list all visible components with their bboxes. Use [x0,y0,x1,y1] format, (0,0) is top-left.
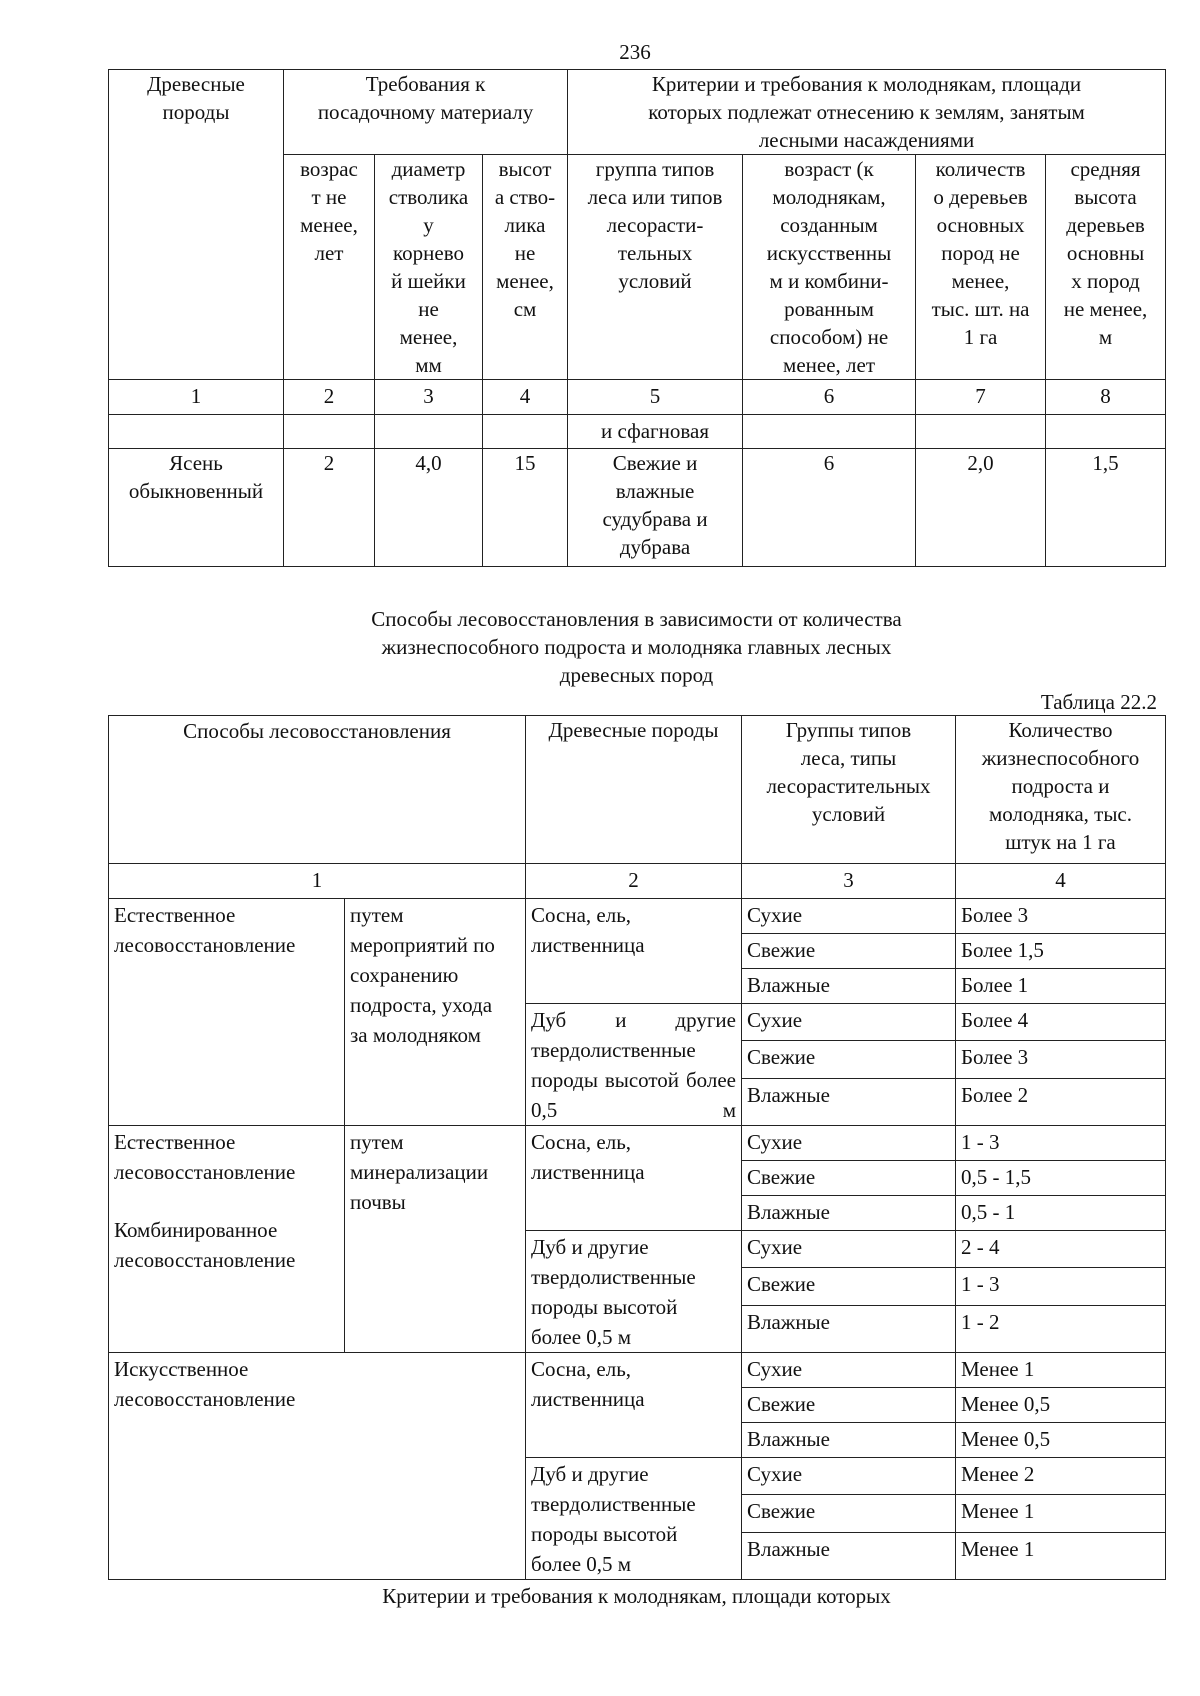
amount-cell: Более 2 [956,1078,1166,1125]
table-row [109,449,1166,567]
column-number: 3 [742,864,956,899]
table-cell: 4,0 [375,449,483,567]
header-forest-type-group: группа типов леса или типов лесорасти- тельных условий [568,155,743,380]
amount-cell: Менее 1 [956,1532,1166,1579]
amount-cell: Менее 1 [956,1495,1166,1532]
table-cell: 2 [284,449,375,567]
amount-cell: Менее 0,5 [956,1388,1166,1423]
column-number: 4 [956,864,1166,899]
seedling-requirements-table [108,69,1166,567]
condition-cell: Влажные [742,1305,956,1352]
table-cell [743,415,916,449]
table-row [109,1353,1166,1388]
species-cell: Сосна, ель, лиственница [526,1126,742,1231]
page-number: 236 [619,40,651,64]
header-mean-height: средняя высота деревьев основны х пород не менее, м [1046,155,1166,380]
table-cell [375,415,483,449]
table-cell: и сфагновая [568,415,743,449]
table-cell [1046,415,1166,449]
condition-cell: Свежие [742,1495,956,1532]
table-cell: Ясень обыкновенный [109,449,284,567]
amount-cell: Менее 2 [956,1458,1166,1495]
table-cell [483,415,568,449]
amount-cell: Более 3 [956,899,1166,934]
amount-cell: Более 3 [956,1041,1166,1078]
species-cell: Дуб и другие твердолиственные породы высотой более 0,5 м [526,1231,742,1353]
column-number: 2 [526,864,742,899]
header-regrowth-amount: Количество жизнеспособного подроста и молодняка, тыс. штук на 1 га [956,716,1166,864]
table-row [109,1126,1166,1161]
amount-cell: Более 1,5 [956,934,1166,969]
species-cell [526,1004,742,1126]
header-stand-age: возраст (к молоднякам, созданным искусственны м и комбини- рованным способом) не менее, лет [743,155,916,380]
amount-cell: Менее 1 [956,1353,1166,1388]
table-cell [284,415,375,449]
header-tree-count: количеств о деревьев основных пород не менее, тыс. шт. на 1 га [916,155,1046,380]
amount-cell: 1 - 3 [956,1126,1166,1161]
condition-cell: Свежие [742,1388,956,1423]
header-age: возрас т не менее, лет [284,155,375,380]
column-number: 2 [284,380,375,415]
column-number: 3 [375,380,483,415]
method-combined: Комбинированное лесовосстановление [114,1218,296,1272]
method-cell: Естественное лесовосстановление [109,899,345,1126]
condition-cell: Влажные [742,1078,956,1125]
method-cell [109,1126,345,1353]
reforestation-methods-table [108,715,1166,1580]
amount-cell: Более 1 [956,969,1166,1004]
table-row [109,415,1166,449]
table-cell: Свежие и влажные судубрава и дубрава [568,449,743,567]
amount-cell: 0,5 - 1,5 [956,1161,1166,1196]
table-label: Таблица 22.2 [1040,690,1157,714]
amount-cell: Более 4 [956,1004,1166,1041]
species-cell: Дуб и другие твердолиственные породы высотой более 0,5 м [526,1458,742,1580]
means-cell: путем мероприятий по сохранению подроста, ухода за молодняком [345,899,526,1126]
method-natural: Естественное лесовосстановление [114,1130,296,1184]
condition-cell: Сухие [742,1231,956,1268]
header-height: высот а ство- лика не менее, см [483,155,568,380]
condition-cell: Сухие [742,1353,956,1388]
table-caption: Способы лесовосстановления в зависимости от количества жизнеспособного подроста и молодняка главных лесных древесных пород [371,607,902,687]
header-species: Древесные породы [526,716,742,864]
table-cell: 6 [743,449,916,567]
condition-cell: Влажные [742,969,956,1004]
amount-cell: Менее 0,5 [956,1423,1166,1458]
next-table-caption: Критерии и требования к молоднякам, площади которых [382,1584,891,1608]
column-number: 4 [483,380,568,415]
condition-cell: Свежие [742,934,956,969]
condition-cell: Сухие [742,1458,956,1495]
amount-cell: 1 - 2 [956,1305,1166,1352]
amount-cell: 0,5 - 1 [956,1196,1166,1231]
species-text: Дуб и другие твердолиственные породы высотой более 0,5 м [531,1008,736,1122]
condition-cell: Сухие [742,899,956,934]
condition-cell: Влажные [742,1532,956,1579]
header-planting-material: Требования к посадочному материалу [284,70,568,155]
table-row [109,899,1166,934]
amount-cell: 1 - 3 [956,1268,1166,1305]
header-forest-types: Группы типов леса, типы лесорастительных условий [742,716,956,864]
species-cell: Сосна, ель, лиственница [526,899,742,1004]
table-cell [109,415,284,449]
column-number: 1 [109,380,284,415]
condition-cell: Влажные [742,1196,956,1231]
header-young-stand-criteria: Критерии и требования к молоднякам, площади которых подлежат отнесению к землям, занятым лесными насаждениями [568,70,1166,155]
header-methods: Способы лесовосстановления [109,716,526,864]
condition-cell: Свежие [742,1161,956,1196]
means-cell: путем минерализации почвы [345,1126,526,1353]
condition-cell: Свежие [742,1041,956,1078]
amount-cell: 2 - 4 [956,1231,1166,1268]
table-cell: 2,0 [916,449,1046,567]
table-cell [916,415,1046,449]
condition-cell: Влажные [742,1423,956,1458]
method-cell: Искусственное лесовосстановление [109,1353,526,1580]
condition-cell: Сухие [742,1126,956,1161]
species-cell: Сосна, ель, лиственница [526,1353,742,1458]
header-species: Древесные породы [109,70,284,380]
column-number: 6 [743,380,916,415]
column-number: 8 [1046,380,1166,415]
column-number: 7 [916,380,1046,415]
table-cell: 1,5 [1046,449,1166,567]
condition-cell: Сухие [742,1004,956,1041]
table-cell: 15 [483,449,568,567]
column-number: 5 [568,380,743,415]
column-number: 1 [109,864,526,899]
header-diameter: диаметр стволика у корнево й шейки не менее, мм [375,155,483,380]
condition-cell: Свежие [742,1268,956,1305]
